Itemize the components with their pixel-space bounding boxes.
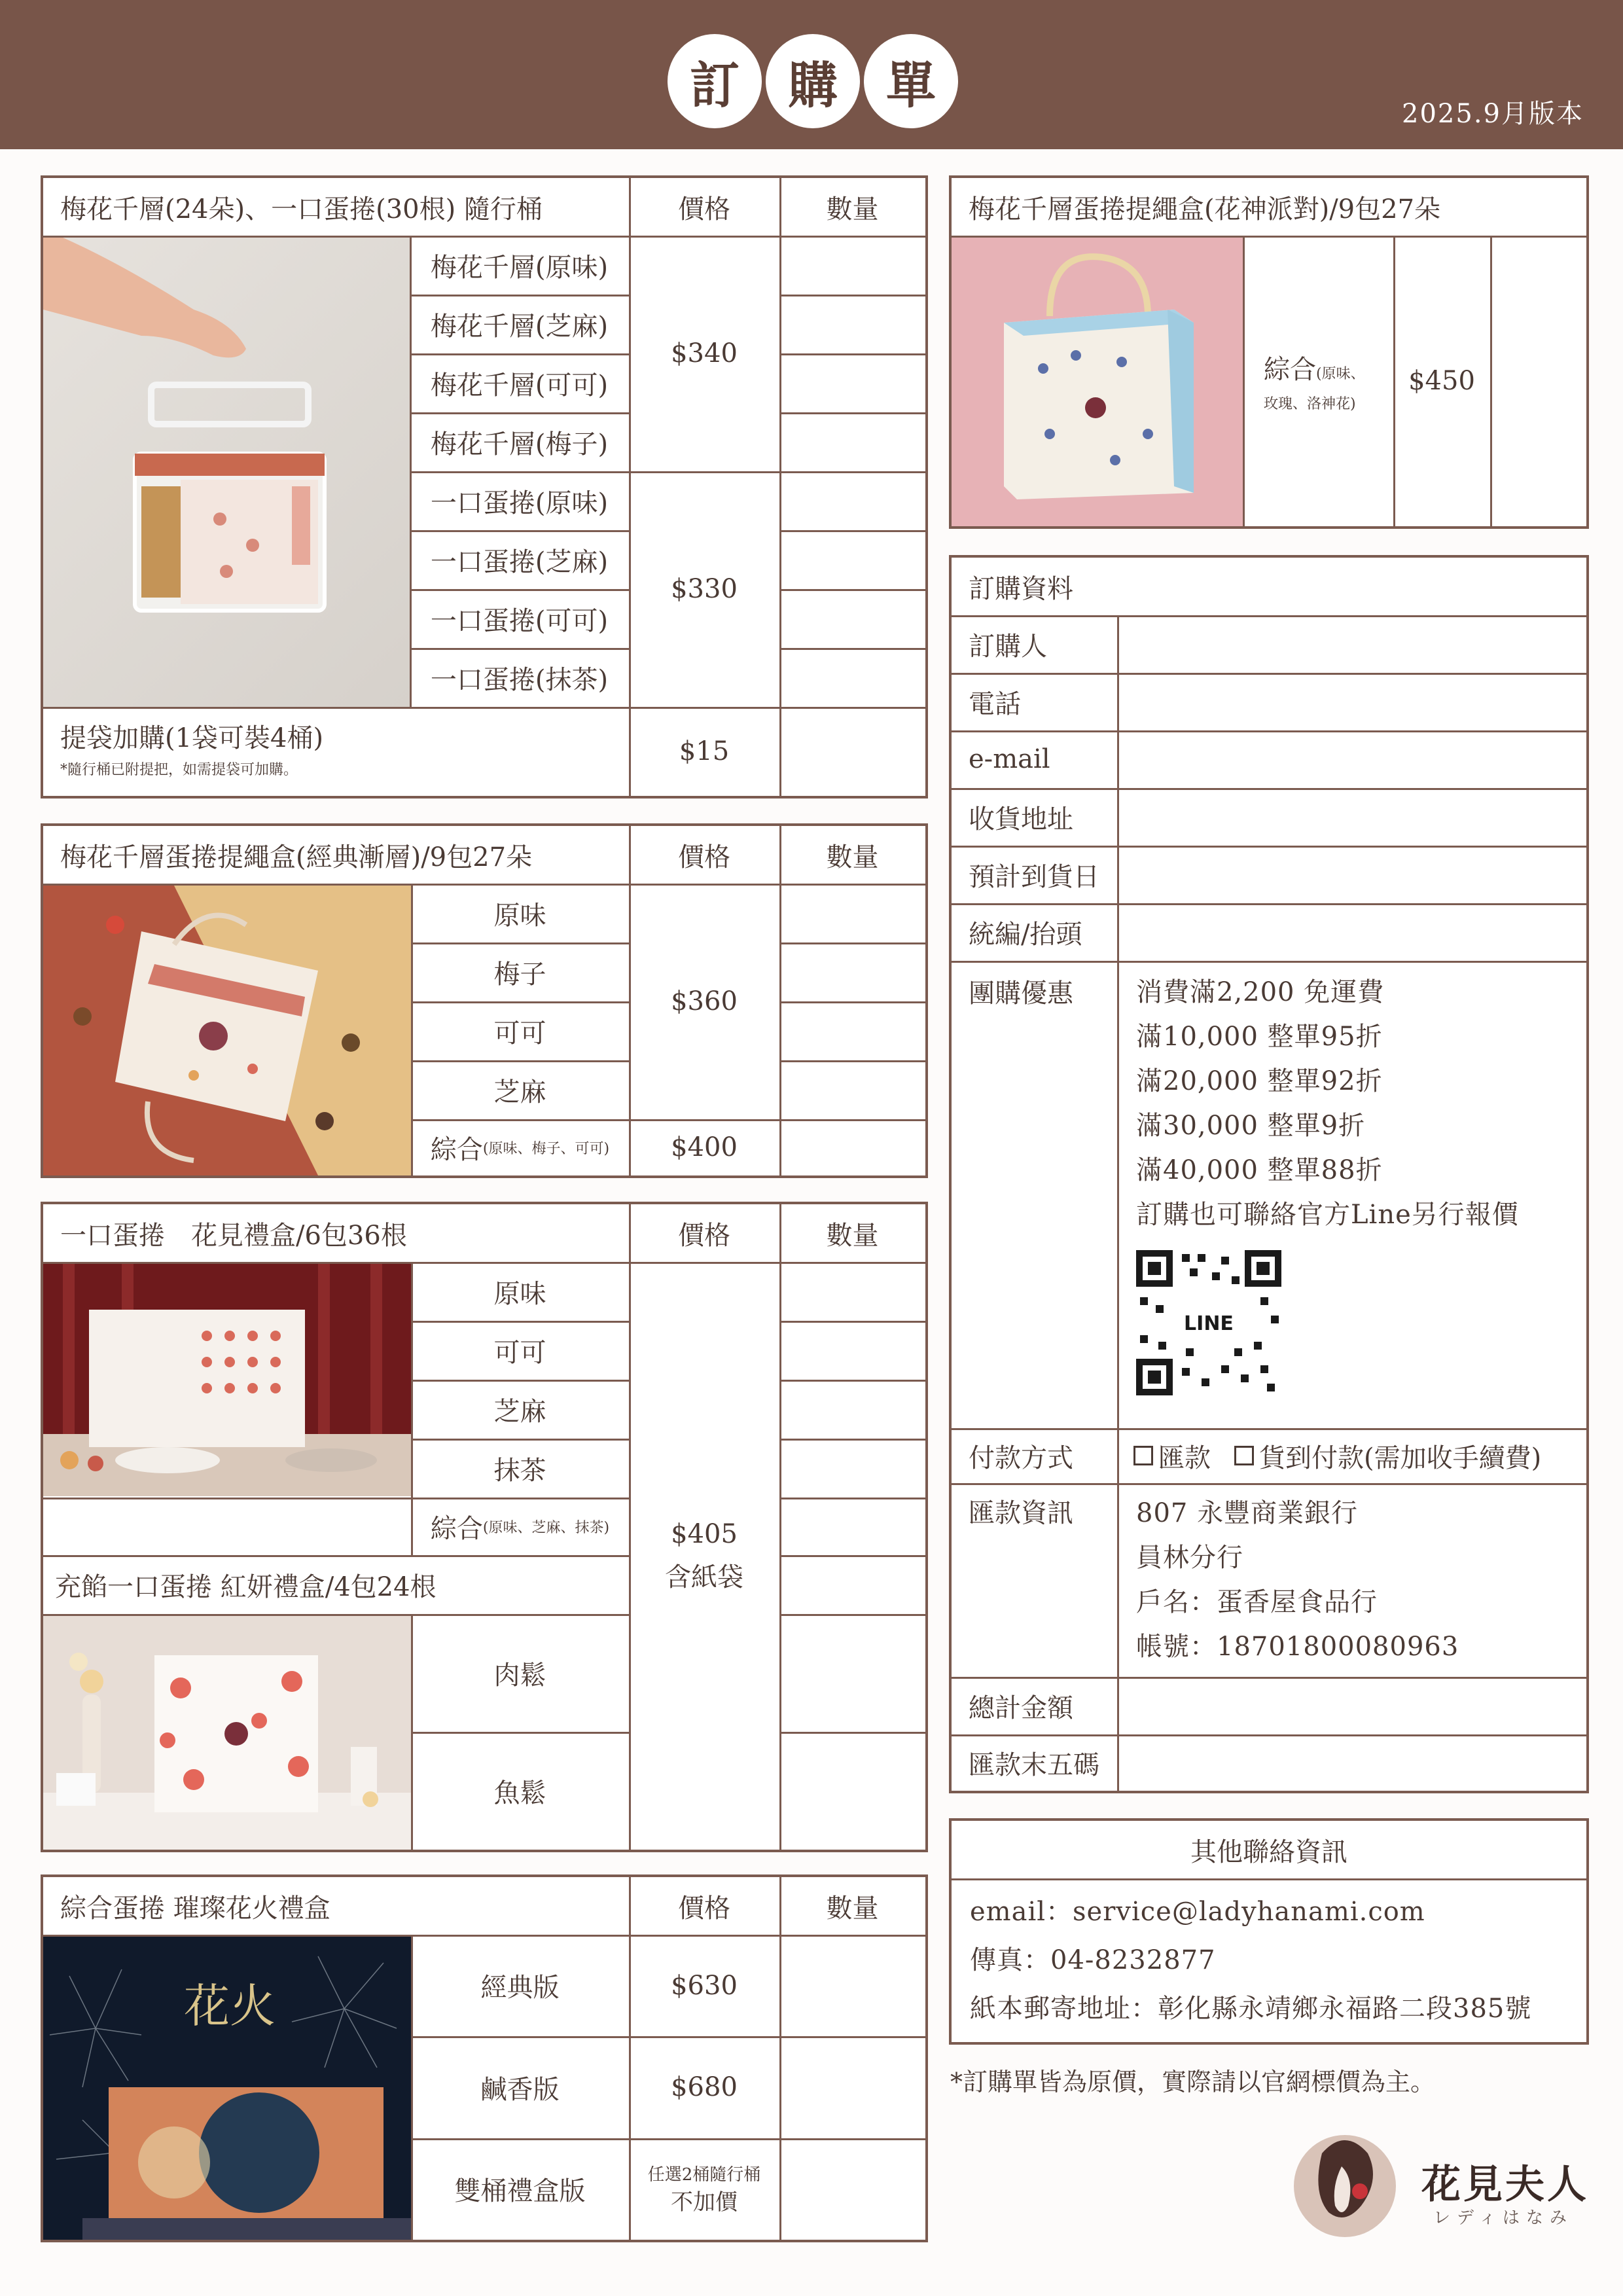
price-cell	[629, 1262, 779, 1850]
bank-line: 807 永豐商業銀行	[1136, 1498, 1359, 1528]
field-input-address[interactable]	[1119, 788, 1586, 846]
payment-options	[1119, 1428, 1586, 1483]
price-note: 含紙袋	[665, 1562, 743, 1592]
field-input-email[interactable]	[1119, 730, 1586, 788]
brand-logo	[1283, 2127, 1590, 2245]
item-label: 魚鬆	[493, 1778, 546, 1808]
page-title	[668, 34, 958, 128]
brand-name: 花見夫人	[1421, 2162, 1589, 2208]
last-five-digits-label: 匯款末五碼	[969, 1749, 1099, 1780]
last-five-digits-input[interactable]	[1119, 1734, 1586, 1791]
field-label-delivery-date: 預計到貨日	[969, 861, 1099, 892]
section-tub	[41, 175, 928, 798]
section-classic-box	[41, 823, 928, 1178]
total-amount-label: 總計金額	[969, 1693, 1073, 1723]
field-label-name: 訂購人	[969, 631, 1047, 662]
contact-lines	[970, 1888, 1578, 2033]
section-hanami-box	[41, 1202, 928, 1852]
field-label-address: 收貨地址	[969, 804, 1073, 834]
price-note: 不加價	[671, 2189, 738, 2215]
bank-line: 戶名：蛋香屋食品行	[1136, 1587, 1378, 1617]
bank-info-lines	[1136, 1491, 1581, 1669]
item-label: 一口蛋捲(芝麻)	[430, 547, 609, 577]
item-label: 梅子	[493, 959, 546, 990]
qty-header: 數量	[826, 1893, 879, 1924]
discount-line: 滿10,000 整單95折	[1136, 1022, 1383, 1052]
item-label: 原味	[493, 1278, 546, 1309]
contact-address: 紙本郵寄地址：彰化縣永靖鄉永福路二段385號	[970, 1994, 1532, 2024]
field-input-name[interactable]	[1119, 615, 1586, 673]
price-header: 價格	[678, 1893, 730, 1924]
brand-subname: レディはなみ	[1433, 2208, 1573, 2228]
field-label-phone: 電話	[969, 689, 1021, 719]
price-cell: $450	[1408, 366, 1475, 396]
contact-title: 其他聯絡資訊	[1190, 1837, 1347, 1867]
qr-line-text: LINE	[1184, 1312, 1234, 1335]
version-label: 2025.9月版本	[1402, 99, 1584, 129]
contact-fax: 傳真：04-8232877	[970, 1945, 1216, 1975]
mix-note: (原味、	[1316, 366, 1365, 382]
price-cell: $680	[671, 2072, 738, 2102]
item-label: 梅花千層(梅子)	[430, 429, 609, 459]
title-char: 單	[864, 34, 958, 128]
bank-line: 帳號：18701800080963	[1136, 1632, 1459, 1662]
price-header: 價格	[678, 194, 730, 224]
item-label: 一口蛋捲(可可)	[430, 605, 609, 636]
item-label: 梅花千層(可可)	[430, 370, 609, 401]
product-photo-party	[952, 238, 1243, 526]
bag-label: 提袋加購(1袋可裝4桶)	[60, 723, 324, 753]
product-photo-hanami	[43, 1264, 411, 1496]
mix-name: 綜合	[430, 1134, 483, 1165]
section-title: 綜合蛋捲 璀璨花火禮盒	[60, 1893, 330, 1924]
fireworks-title: 花火	[184, 1979, 276, 2033]
mix-label	[411, 1498, 629, 1555]
field-label-email: e-mail	[969, 744, 1050, 774]
payment-method-label: 付款方式	[969, 1443, 1073, 1473]
price-header: 價格	[678, 842, 730, 872]
section-title: 梅花千層(24朵)、一口蛋捲(30根) 隨行桶	[60, 194, 543, 224]
qty-header: 數量	[826, 194, 879, 224]
item-label: 經典版	[480, 1973, 560, 2003]
option-bank-transfer: 匯款	[1158, 1443, 1211, 1473]
total-amount-input[interactable]	[1119, 1677, 1586, 1734]
item-label: 一口蛋捲(抹茶)	[430, 664, 609, 695]
item-label: 雙桶禮盒版	[454, 2176, 586, 2206]
product-photo-fireworks	[43, 1937, 411, 2240]
section-party-box	[949, 175, 1589, 529]
product-photo-hongyan	[43, 1616, 411, 1850]
item-label: 肉鬆	[493, 1660, 546, 1691]
price-cell: $360	[671, 986, 738, 1016]
checkbox-bank-transfer[interactable]	[1133, 1446, 1153, 1465]
mix-name: 綜合	[430, 1513, 483, 1544]
qty-header: 數量	[826, 1220, 879, 1251]
item-label: 原味	[493, 900, 546, 931]
item-label: 一口蛋捲(原味)	[430, 488, 609, 518]
sub-section-title: 充餡一口蛋捲 紅妍禮盒/4包24根	[55, 1571, 437, 1602]
discount-line: 滿40,000 整單88折	[1136, 1155, 1383, 1185]
brand-emblem-icon	[1283, 2127, 1407, 2245]
option-cash-on-delivery: 貨到付款(需加收手續費)	[1259, 1443, 1542, 1473]
section-title: 一口蛋捲 花見禮盒/6包36根	[60, 1220, 407, 1251]
item-label: 鹹香版	[480, 2074, 560, 2105]
group-discount-list	[1136, 970, 1581, 1237]
price-cell: $330	[671, 574, 738, 604]
mix-note: 玫瑰、洛神花)	[1264, 396, 1356, 412]
price-note: 任選2桶隨行桶	[647, 2164, 761, 2185]
price-header: 價格	[678, 1220, 730, 1251]
group-discount-label: 團購優惠	[969, 978, 1073, 1009]
mix-label	[1243, 236, 1393, 526]
price-disclaimer: *訂購單皆為原價，實際請以官網標價為主。	[950, 2068, 1436, 2096]
line-qr-code[interactable]	[1136, 1250, 1281, 1395]
discount-line: 訂購也可聯絡官方Line另行報價	[1136, 1200, 1519, 1230]
item-label: 可可	[493, 1018, 546, 1049]
item-label: 抹茶	[493, 1455, 546, 1486]
field-input-phone[interactable]	[1119, 673, 1586, 730]
price-cell: $400	[671, 1132, 738, 1162]
product-photo-tub	[43, 238, 410, 707]
price-cell: $340	[671, 338, 738, 368]
bag-note: *隨行桶已附提把，如需提袋可加購。	[60, 761, 298, 778]
discount-line: 消費滿2,200 免運費	[1136, 977, 1385, 1007]
product-photo-classic	[43, 886, 411, 1175]
price-value: $405	[671, 1519, 738, 1549]
section-title: 梅花千層蛋捲提繩盒(經典漸層)/9包27朵	[60, 842, 533, 872]
title-char: 訂	[668, 34, 762, 128]
order-title: 訂購資料	[969, 573, 1073, 604]
section-title: 梅花千層蛋捲提繩盒(花神派對)/9包27朵	[969, 194, 1441, 224]
field-input-delivery-date[interactable]	[1119, 846, 1586, 903]
title-char: 購	[766, 34, 860, 128]
item-label: 梅花千層(原味)	[430, 252, 609, 283]
discount-line: 滿20,000 整單92折	[1136, 1066, 1383, 1096]
mix-note: (原味、芝麻、抹茶)	[482, 1519, 610, 1536]
mix-name: 綜合	[1264, 355, 1316, 385]
price-cell	[629, 2138, 779, 2240]
item-label: 可可	[493, 1337, 546, 1368]
item-label: 梅花千層(芝麻)	[430, 311, 609, 342]
price-cell: $15	[679, 736, 730, 766]
bank-line: 員林分行	[1136, 1543, 1243, 1573]
bank-info-label: 匯款資訊	[969, 1498, 1073, 1528]
price-cell: $630	[671, 1970, 738, 2001]
field-input-tax-id[interactable]	[1119, 903, 1586, 961]
header-bar	[0, 0, 1623, 149]
item-label: 芝麻	[493, 1077, 546, 1107]
field-label-tax-id: 統編/抬頭	[969, 919, 1082, 950]
contact-info	[949, 1818, 1589, 2045]
section-fireworks-box	[41, 1874, 928, 2242]
contact-email: email：service@ladyhanami.com	[970, 1897, 1425, 1927]
discount-line: 滿30,000 整單9折	[1136, 1111, 1366, 1141]
mix-note: (原味、梅子、可可)	[482, 1140, 610, 1157]
order-info-form	[949, 555, 1589, 1793]
mix-label	[411, 1119, 629, 1175]
checkbox-cash-on-delivery[interactable]	[1234, 1446, 1254, 1465]
item-label: 芝麻	[493, 1396, 546, 1427]
qty-header: 數量	[826, 842, 879, 872]
